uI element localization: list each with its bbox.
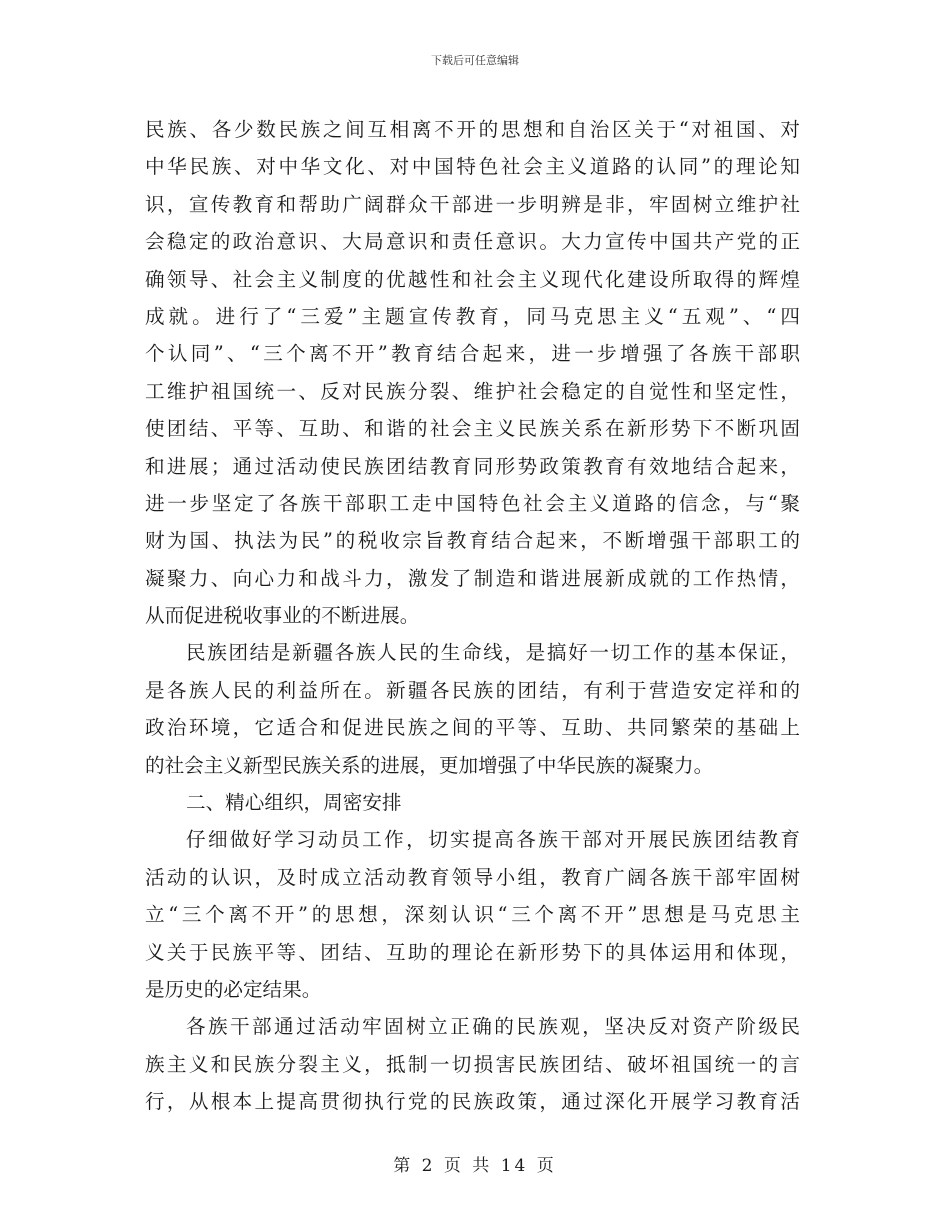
text-line: 个认同”、“三个离不开”教育结合起来，进一步增强了各族干部职 [145, 342, 800, 366]
text-line: 仔细做好学习动员工作，切实提高各族干部对开展民族团结教育 [186, 828, 800, 852]
text-line: 民族团结是新疆各族人民的生命线，是搞好一切工作的基本保证， [186, 641, 800, 665]
text-line: 行，从根本上提高贯彻执行党的民族政策，通过深化开展学习教育活 [145, 1090, 800, 1114]
document-body [145, 111, 800, 1121]
text-line: 族主义和民族分裂主义，抵制一切损害民族团结、破坏祖国统一的言 [145, 1052, 800, 1076]
text-line: 和进展；通过活动使民族团结教育同形势政策教育有效地结合起来， [145, 454, 800, 478]
text-line: 进一步坚定了各族干部职工走中国特色社会主义道路的信念，与“聚 [145, 491, 800, 515]
text-line: 政治环境，它适合和促进民族之间的平等、互助、共同繁荣的基础上 [145, 716, 800, 740]
text-line: 的社会主义新型民族关系的进展，更加增强了中华民族的凝聚力。 [145, 753, 714, 777]
text-line: 是历史的必定结果。 [145, 977, 322, 1001]
text-line: 工维护祖国统一、反对民族分裂、维护社会稳定的自觉性和坚定性， [145, 379, 800, 403]
text-line: 使团结、平等、互助、和谐的社会主义民族关系在新形势下不断巩固 [145, 417, 800, 441]
text-line: 是各族人民的利益所在。新疆各民族的团结，有利于营造安定祥和的 [145, 678, 800, 702]
text-line: 从而促进税收事业的不断进展。 [145, 604, 420, 628]
text-line: 义关于民族平等、团结、互助的理论在新形势下的具体运用和体现， [145, 940, 800, 964]
text-line: 中华民族、对中华文化、对中国特色社会主义道路的认同”的理论知 [145, 155, 800, 179]
text-line: 凝聚力、向心力和战斗力，激发了制造和谐进展新成就的工作热情， [145, 566, 800, 590]
page-number: 第 2 页 共 14 页 [393, 1156, 557, 1176]
page-header: 下载后可任意编辑 [431, 54, 519, 67]
text-line: 财为国、执法为民”的税收宗旨教育结合起来，不断增强干部职工的 [145, 529, 800, 553]
text-line: 成就。进行了“三爱”主题宣传教育，同马克思主义“五观”、“四 [145, 304, 800, 328]
text-line: 会稳定的政治意识、大局意识和责任意识。大力宣传中国共产党的正 [145, 230, 800, 254]
text-line: 识，宣传教育和帮助广阔群众干部进一步明辨是非，牢固树立维护社 [145, 192, 800, 216]
text-line: 确领导、社会主义制度的优越性和社会主义现代化建设所取得的辉煌 [145, 267, 800, 291]
text-line: 各族干部通过活动牢固树立正确的民族观，坚决反对资产阶级民 [186, 1015, 800, 1039]
text-line: 立“三个离不开”的思想，深刻认识“三个离不开”思想是马克思主 [145, 903, 800, 927]
text-line: 二、精心组织，周密安排 [186, 791, 402, 815]
text-line: 民族、各少数民族之间互相离不开的思想和自治区关于“对祖国、对 [145, 118, 800, 141]
text-line: 活动的认识，及时成立活动教育领导小组，教育广阔各族干部牢固树 [145, 865, 800, 889]
